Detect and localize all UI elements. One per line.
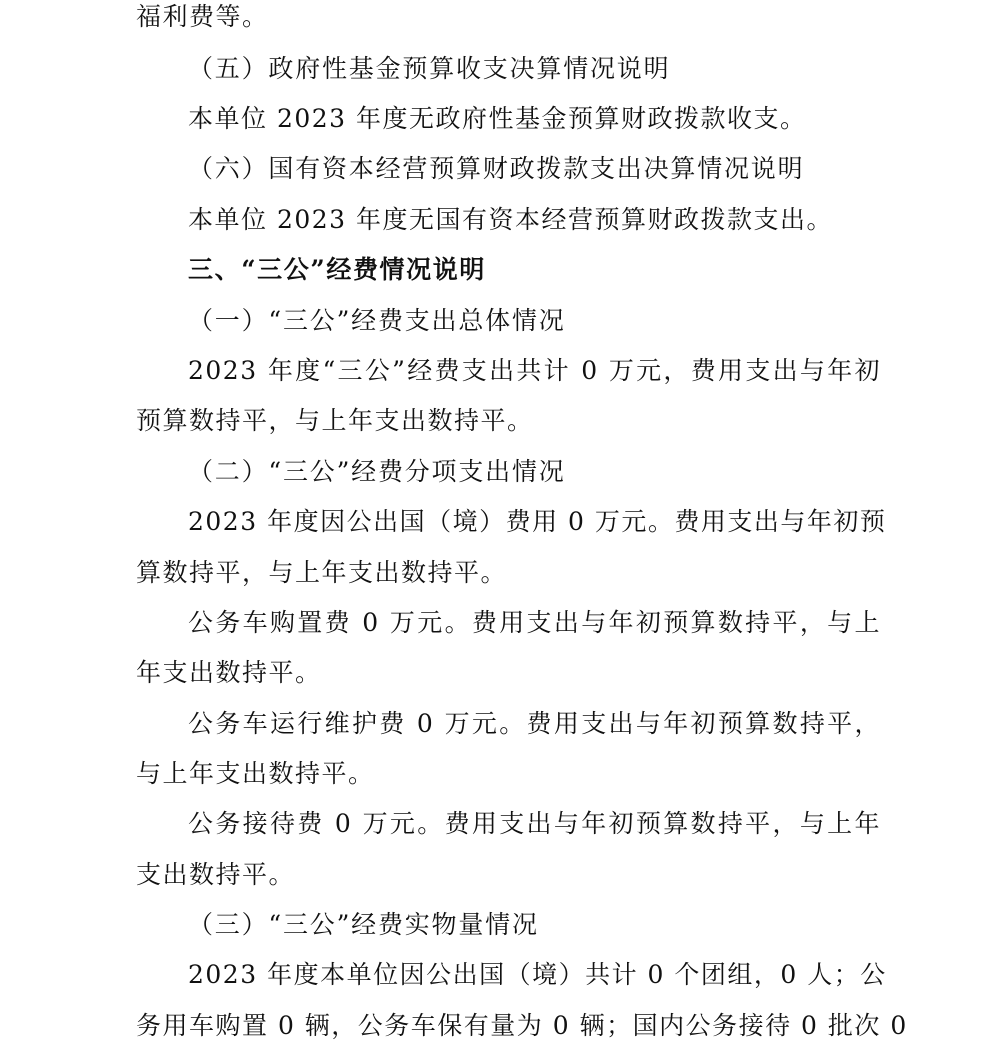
paragraph-line: 与上年支出数持平。	[136, 759, 375, 788]
paragraph-line: 预算数持平，与上年支出数持平。	[136, 406, 534, 435]
paragraph-line: 务用车购置 0 辆，公务车保有量为 0 辆；国内公务接待 0 批次 0	[136, 1011, 908, 1040]
section-heading: （一）“三公”经费支出总体情况	[188, 306, 566, 335]
paragraph-line: 2023 年度“三公”经费支出共计 0 万元，费用支出与年初	[188, 356, 881, 385]
chapter-heading: 三、“三公”经费情况说明	[188, 255, 486, 284]
section-heading: （五）政府性基金预算收支决算情况说明	[188, 54, 671, 83]
paragraph-line: 公务车运行维护费 0 万元。费用支出与年初预算数持平，	[188, 709, 881, 738]
section-heading: （二）“三公”经费分项支出情况	[188, 457, 566, 486]
paragraph-line: 2023 年度本单位因公出国（境）共计 0 个团组，0 人；公	[188, 960, 887, 989]
section-heading: （六）国有资本经营预算财政拨款支出决算情况说明	[188, 154, 805, 183]
paragraph-line: 2023 年度因公出国（境）费用 0 万元。费用支出与年初预	[188, 507, 887, 536]
paragraph-line: 公务车购置费 0 万元。费用支出与年初预算数持平，与上	[188, 608, 881, 637]
paragraph-line: 本单位 2023 年度无国有资本经营预算财政拨款支出。	[188, 205, 834, 234]
paragraph-line: 公务接待费 0 万元。费用支出与年初预算数持平，与上年	[188, 809, 881, 838]
paragraph-line: 支出数持平。	[136, 860, 296, 889]
paragraph-line: 本单位 2023 年度无政府性基金预算财政拨款收支。	[188, 104, 807, 133]
paragraph-line: 福利费等。	[136, 2, 269, 31]
section-heading: （三）“三公”经费实物量情况	[188, 910, 539, 939]
paragraph-line: 算数持平，与上年支出数持平。	[136, 558, 508, 587]
paragraph-line: 年支出数持平。	[136, 658, 322, 687]
